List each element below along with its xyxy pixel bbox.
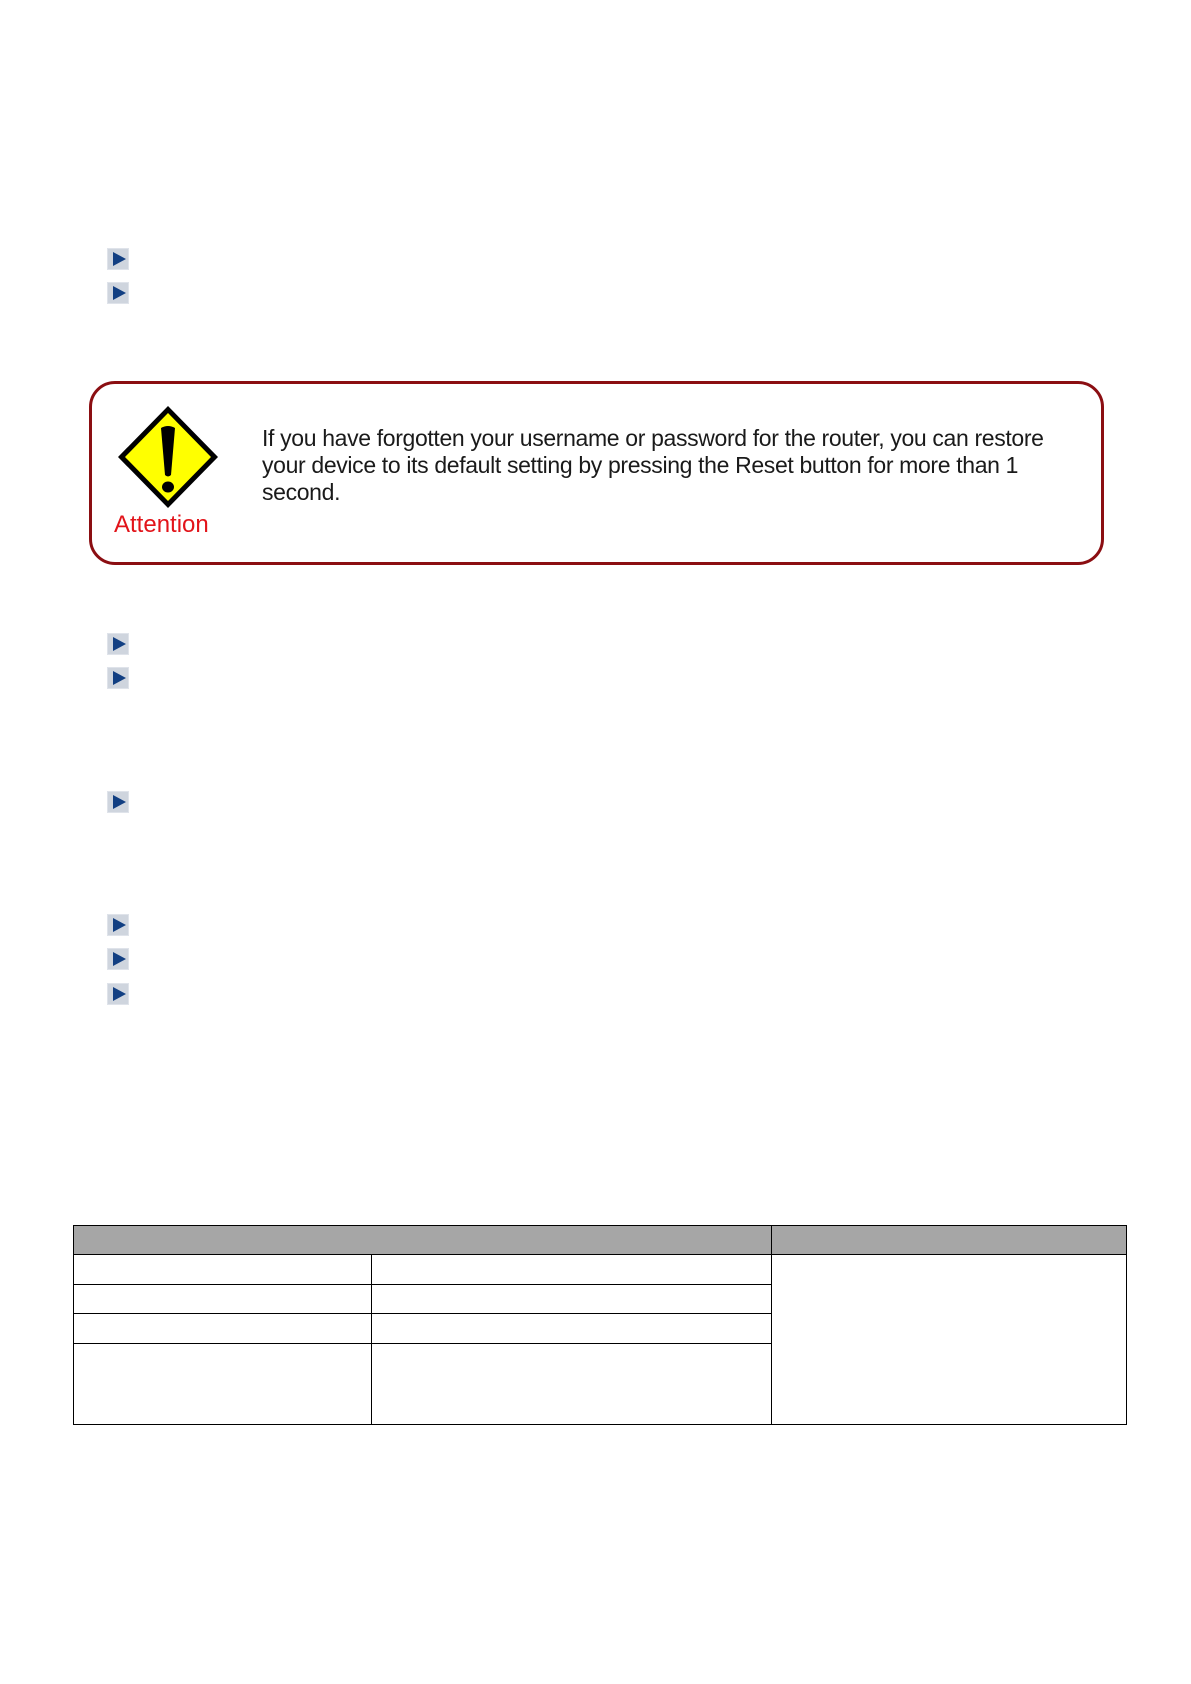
table-cell xyxy=(372,1344,772,1425)
bullet-icon xyxy=(107,914,129,936)
bullet-icon xyxy=(107,983,129,1005)
attention-label: Attention xyxy=(114,511,209,538)
bullet-icon xyxy=(107,248,129,270)
table-cell xyxy=(74,1344,372,1425)
table-cell xyxy=(74,1314,372,1344)
warning-icon xyxy=(114,403,222,511)
table-cell xyxy=(772,1255,1127,1425)
bullet-icon xyxy=(107,667,129,689)
table-cell xyxy=(74,1255,372,1285)
bullet-icon xyxy=(107,791,129,813)
table-cell xyxy=(372,1285,772,1314)
table-header-row xyxy=(74,1226,1127,1255)
table-cell xyxy=(372,1314,772,1344)
table-header-cell xyxy=(74,1226,772,1255)
bullet-icon xyxy=(107,282,129,304)
spec-table xyxy=(73,1225,1127,1425)
table-header-cell xyxy=(772,1226,1127,1255)
attention-message: If you have forgotten your username or password for the router, you can restore your device to its default setting by pressing the Reset button for more than 1 second. xyxy=(262,425,1044,505)
table-cell xyxy=(74,1285,372,1314)
table-row xyxy=(74,1255,1127,1285)
bullet-icon xyxy=(107,633,129,655)
bullet-icon xyxy=(107,948,129,970)
table-cell xyxy=(372,1255,772,1285)
